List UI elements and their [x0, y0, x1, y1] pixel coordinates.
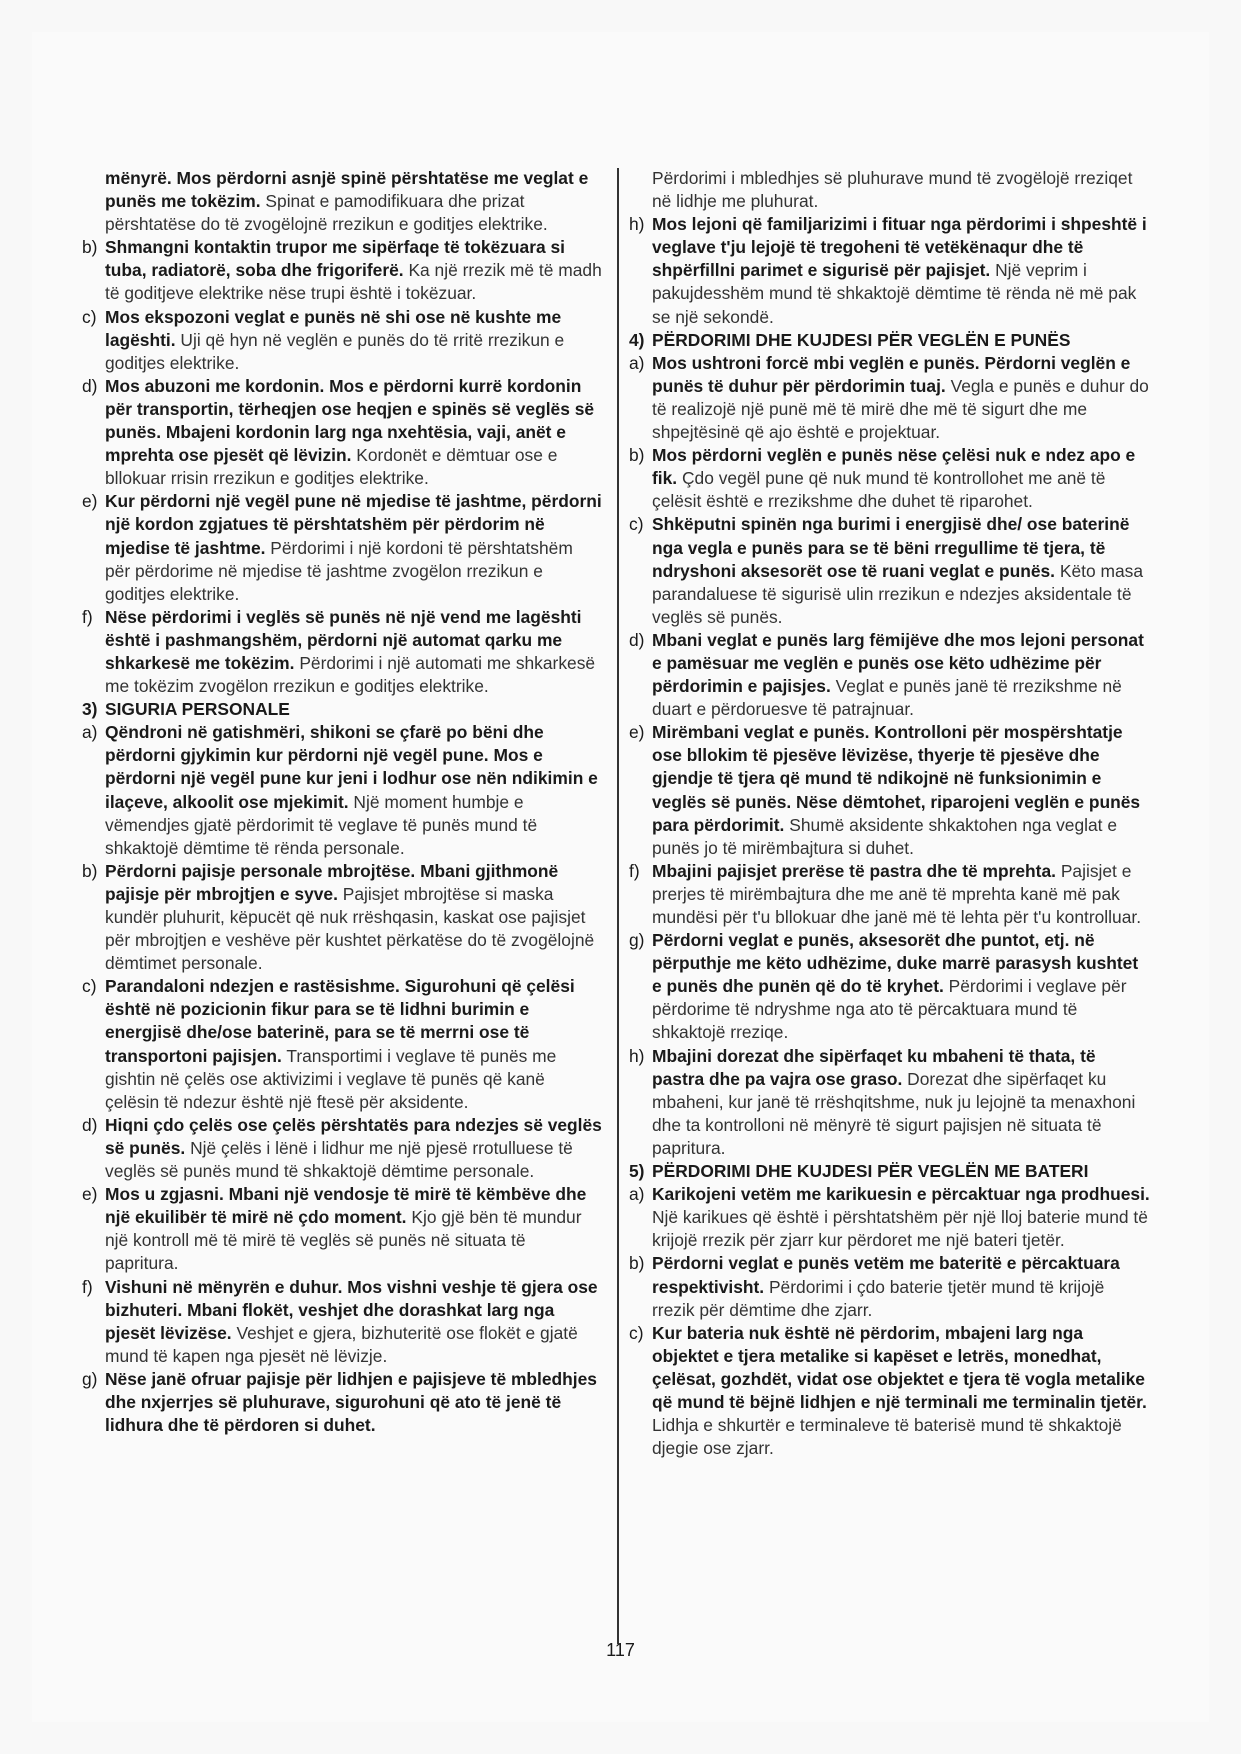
list-item-text: Transportimi i veglave të punës me gishtin në çelës ose aktivizimi i veglave të punës që kanë çelësin të ndezur është një ftesë për aksidente. [105, 1045, 557, 1112]
list-item-text: Një veprim i pakujdesshëm mund të shkaktojë dëmtime të rënda në më pak se një sekondë. [652, 260, 1137, 327]
list-item [82, 1276, 602, 1368]
section-heading-3 [82, 698, 602, 721]
list-item-bold: Përdorni pajisje personale mbrojtëse. Mbani gjithmonë pajisje për mbrojtjen e syve. [105, 860, 559, 904]
list-item-bold: Mirëmbani veglat e punës. Kontrolloni për mospërshtatje ose bllokim të pjesëve lëvizëse, thyerje të pjesëve dhe gjendje të tjera që mund të ndikojnë në funksionimin e veglës së punës. Nëse dëmtohet, riparojeni veglën e punës para përdorimit. [652, 722, 1141, 835]
list-item [82, 1183, 602, 1275]
list-electrical-safety [82, 236, 602, 698]
column-divider [617, 168, 619, 1644]
list-item [82, 306, 602, 375]
list-item [82, 490, 602, 605]
intro-paragraph [82, 167, 602, 236]
list-tool-care [629, 352, 1150, 1160]
list-item [82, 236, 602, 305]
list-item-bold: Shkëputni spinën nga burimi i energjisë dhe/ ose baterinë nga vegla e punës para se të bëni rregullime të tjera, të ndryshoni aksesorët ose të ruani veglat e punës. [652, 514, 1130, 581]
list-item-text: Një çelës i lënë i lidhur me një pjesë rrotulluese të veglës së punës mund të shkaktojë dëmtime personale. [105, 1137, 573, 1182]
list-item [629, 721, 1150, 860]
list-item-label: b) [82, 860, 98, 881]
list-item-text: Kordonët e dëmtuar ose e bllokuar rrisin rrezikun e goditjes elektrike. [105, 445, 558, 489]
list-item-label: e) [82, 491, 98, 512]
list-item-label: h) [629, 214, 645, 235]
list-item-label: b) [82, 237, 98, 258]
list-item-text: Pajisjet mbrojtëse si maska kundër pluhurit, këpucët që nuk rrëshqasin, kaskat ose pajisjet për mbrojtjen e veshëve për kushtet përkatëse do të zvogëlojnë dëmtimet personale. [105, 883, 595, 974]
intro-bold: mënyrë. Mos përdorni asnjë spinë përshtatëse me veglat e punës me tokëzim. [105, 168, 589, 212]
intro-paragraph [629, 167, 1150, 213]
section-heading-4 [629, 329, 1150, 352]
page-number: 117 [606, 1640, 635, 1660]
list-item [82, 1368, 602, 1437]
section-number: 4) [629, 329, 645, 350]
list-item-label: e) [82, 1184, 98, 1205]
list-item-text: Veshjet e gjera, bizhuteritë ose flokët e gjatë mund të kapen nga pjesët në lëvizje. [105, 1322, 578, 1366]
list-item-bold: Kur bateria nuk është në përdorim, mbajeni larg nga objektet e tjera metalike si kapëset e letrës, monedhat, çelësat, gozhdët, vidat ose objektet e tjera të vogla metalike që mund të bëjnë lidhjen e një terminali me terminalin tjetër. [652, 1322, 1147, 1412]
section-heading-5 [629, 1160, 1150, 1183]
list-item-text: Uji që hyn në veglën e punës do të rritë rrezikun e goditjes elektrike. [105, 329, 565, 373]
list-item [82, 375, 602, 490]
list-item-label: e) [629, 722, 645, 743]
list-item [629, 860, 1150, 929]
list-item-bold: Nëse përdorimi i veglës së punës në një vend me lagështi është i pashmangshëm, përdorni një automat qarku me shkarkesë me tokëzim. [105, 606, 582, 673]
list-item-bold: Mos abuzoni me kordonin. Mos e përdorni kurrë kordonin për transportin, tërheqjen ose heqjen e spinës së veglës së punës. Mbajeni kordonin larg nga nxehtësia, vaji, anët e mprehta ose pjesët që lëvizin. [105, 375, 595, 466]
list-item-text: Shumë aksidente shkaktohen nga veglat e punës jo të mirëmbajtura si duhet. [652, 814, 1117, 858]
list-personal-safety [82, 721, 602, 1437]
list-item-text: Përdorimi i veglave për përdorime të ndryshme nga ato të përcaktuara mund të shkaktojë rreziqe. [652, 976, 1127, 1043]
list-item-label: a) [82, 722, 98, 743]
section-title: SIGURIA PERSONALE [105, 699, 290, 720]
list-item-label: d) [82, 375, 98, 396]
list-item-bold: Qëndroni në gatishmëri, shikoni se çfarë po bëni dhe përdorni gjykimin kur përdorni një vegël pune. Mos e përdorni një vegël pune kur jeni i lodhur ose nën ndikimin e ilaçeve, alkoolit ose mjekimit. [105, 722, 598, 812]
list-item-label: f) [82, 1276, 93, 1297]
list-item-text: Këto masa parandaluese të sigurisë ulin rrezikun e ndezjes aksidentale të veglës së punës. [652, 560, 1143, 627]
list-item-label: g) [82, 1368, 98, 1389]
list-item-text: Një moment humbje e vëmendjes gjatë përdorimit të veglave të punës mund të shkaktojë dëmtime të rënda personale. [105, 791, 538, 858]
list-item-label: b) [629, 1253, 645, 1274]
list-item-bold: Karikojeni vetëm me karikuesin e përcaktuar nga prodhuesi. [652, 1184, 1150, 1205]
list-item-text: Dorezat dhe sipërfaqet ku mbaheni, kur janë të rrëshqitshme, nuk ju lejojnë ta menaxhoni dhe ta kontrolloni në mënyrë të sigurt pajisjen në situata të papritura. [652, 1068, 1136, 1158]
section-title: PËRDORIMI DHE KUJDESI PËR VEGLËN ME BATERI [652, 1161, 1089, 1182]
list-item-bold: Mbajini dorezat dhe sipërfaqet ku mbaheni të thata, të pastra dhe pa vajra ose graso. [652, 1045, 1096, 1089]
list-item-bold: Mos përdorni veglën e punës nëse çelësi nuk e ndez apo e fik. [652, 445, 1136, 489]
list-item-text: Çdo vegël pune që nuk mund të kontrollohet me anë të çelësit është e rrezikshme dhe duhet të riparohet. [652, 468, 1106, 512]
list-item [629, 929, 1150, 1044]
list-item-bold: Mos ushtroni forcë mbi veglën e punës. Përdorni veglën e punës të duhur për përdorimin tuaj. [652, 352, 1131, 396]
list-item-text: Lidhja e shkurtër e terminaleve të baterisë mund të shkaktojë djegie ose zjarr. [652, 1415, 1122, 1459]
list-item [629, 1045, 1150, 1160]
list-item [82, 1114, 602, 1183]
list-item-bold: Mos u zgjasni. Mbani një vendosje të mirë të këmbëve dhe një ekuilibër të mirë në çdo moment. [105, 1184, 587, 1228]
list-item [82, 606, 602, 698]
list-battery-care [629, 1183, 1150, 1460]
list-item-text: Përdorimi i një automati me shkarkesë me tokëzim zvogëlon rrezikun e goditjes elektrike. [105, 652, 596, 697]
list-item-bold: Mos ekspozoni veglat e punës në shi ose në kushte me lagështi. [105, 306, 562, 350]
section-number: 3) [82, 699, 98, 720]
list-item [82, 721, 602, 860]
list-item-text: Përdorimi i çdo baterie tjetër mund të krijojë rrezik për dëmtime dhe zjarr. [652, 1276, 1105, 1320]
list-item-text: Ka një rrezik më të madh të goditjeve elektrike nëse trupi është i tokëzuar. [105, 260, 602, 304]
list-item-label: f) [82, 606, 93, 627]
list-item-bold: Përdorni veglat e punës, aksesorët dhe puntot, etj. në përputhje me këto udhëzime, duke marrë parasysh kushtet e punës dhe punën që do të kryhet. [652, 930, 1139, 997]
list-item-bold: Nëse janë ofruar pajisje për lidhjen e pajisjeve të mbledhjes dhe nxjerrjes së pluhurave, sigurohuni që ato të jenë të lidhura dhe të përdoren si duhet. [105, 1368, 597, 1436]
list-item-bold: Shmangni kontaktin trupor me sipërfaqe të tokëzuara si tuba, radiatorë, soba dhe frigoriferë. [105, 237, 565, 281]
section-number: 5) [629, 1161, 645, 1182]
list-item-bold: Mbajini pajisjet prerëse të pastra dhe të mprehta. [652, 860, 1056, 881]
list-item-text: Pajisjet e prerjes të mirëmbajtura dhe me anë të mprehta kanë më pak mundësi për t'u bllokuar dhe janë më të lehta për t'u kontrolluar. [652, 860, 1142, 927]
list-item [629, 513, 1150, 628]
list-item [629, 1183, 1150, 1252]
list-item-label: d) [82, 1114, 98, 1135]
list-item [629, 444, 1150, 513]
list-item-label: c) [629, 514, 644, 535]
list-item [629, 213, 1150, 328]
list-item-label: d) [629, 629, 645, 650]
list-item-label: f) [629, 860, 640, 881]
list-item-label: a) [629, 352, 645, 373]
list-item-text: Një karikues që është i përshtatshëm për një lloj baterie mund të krijojë rrezik për zjarr kur përdoret me një bateri tjetër. [652, 1207, 1148, 1251]
list-item-bold: Përdorni veglat e punës vetëm me bateritë e përcaktuara respektivisht. [652, 1253, 1120, 1297]
list-item-label: c) [82, 306, 97, 327]
list-item [629, 352, 1150, 444]
list-item [629, 1322, 1150, 1461]
list-item [629, 1252, 1150, 1321]
list-item [629, 629, 1150, 721]
list-item-bold: Kur përdorni një vegël pune në mjedise të jashtme, përdorni një kordon zgjatues të përshtatshëm për përdorim në mjedise të jashtme. [105, 491, 602, 558]
list-item-label: g) [629, 930, 645, 951]
list-item-label: b) [629, 445, 645, 466]
list-item-label: c) [629, 1322, 644, 1343]
section-title: PËRDORIMI DHE KUJDESI PËR VEGLËN E PUNËS [652, 329, 1071, 350]
list-item-bold: Hiqni çdo çelës ose çelës përshtatës para ndezjes së veglës së punës. [105, 1114, 602, 1158]
list-item-h [629, 213, 1150, 328]
list-item-bold: Parandaloni ndezjen e rastësishme. Sigurohuni që çelësi është në pozicionin fikur para se të lidhni burimin e energjisë dhe/ose baterinë, para se të merrni ose të transportoni pajisjen. [105, 976, 575, 1066]
list-item-text: Kjo gjë bën të mundur një kontroll më të mirë të veglës së punës në situata të papritura. [105, 1207, 582, 1274]
list-item [82, 860, 602, 975]
list-item-bold: Vishuni në mënyrën e duhur. Mos vishni veshje të gjera ose bizhuteri. Mbani flokët, veshjet dhe dorashkat larg nga pjesët lëvizëse. [105, 1276, 598, 1343]
list-item-text: Përdorimi i një kordoni të përshtatshëm për përdorime në mjedise të jashtme zvogëlon rrezikun e goditjes elektrike. [105, 537, 573, 604]
list-item-text: Vegla e punës e duhur do të realizojë një punë më të mirë dhe më të sigurt dhe me shpejtësinë që ajo është e projektuar. [652, 375, 1149, 443]
intro-text: Spinat e pamodifikuara dhe prizat përshtatëse do të zvogëlojnë rrezikun e goditjes elektrike. [105, 191, 548, 235]
list-item-bold: Mbani veglat e punës larg fëmijëve dhe mos lejoni personat e pamësuar me veglën e punës ose këto udhëzime për përdorimin e pajisjes. [652, 629, 1144, 697]
list-item [82, 975, 602, 1114]
list-item-label: h) [629, 1045, 645, 1066]
list-item-text: Veglat e punës janë të rrezikshme në duart e përdoruesve të patrajnuar. [652, 676, 1122, 720]
list-item-label: a) [629, 1184, 645, 1205]
left-column [82, 167, 602, 1437]
list-item-bold: Mos lejoni që familjarizimi i fituar nga përdorimi i shpeshtë i veglave t'ju lejojë të tregoheni të vetëkënaqur dhe të shpërfillni parimet e sigurisë për pajisjet. [652, 214, 1147, 281]
intro-text: Përdorimi i mbledhjes së pluhurave mund të zvogëlojë rreziqet në lidhje me pluhurat. [652, 168, 1133, 212]
right-column [629, 167, 1150, 1460]
list-item-label: c) [82, 976, 97, 997]
